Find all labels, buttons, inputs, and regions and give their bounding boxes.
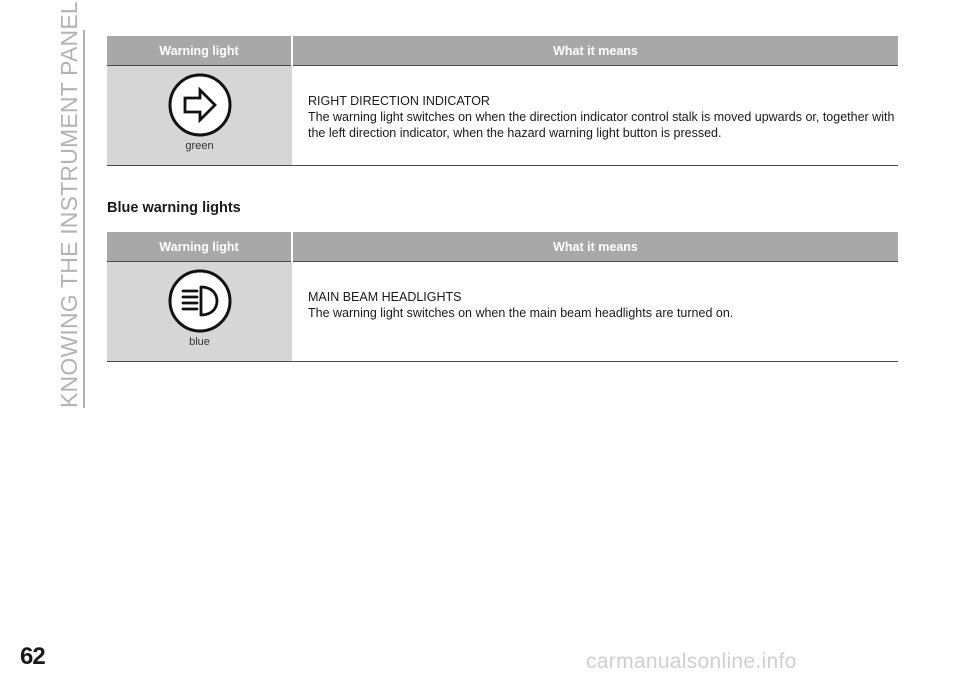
column-header-what-it-means: What it means xyxy=(292,232,898,262)
warning-light-table-blue xyxy=(107,232,898,362)
page-number: 62 xyxy=(20,643,45,670)
main-beam-headlight-icon xyxy=(168,269,232,333)
table-row xyxy=(107,66,898,166)
right-arrow-icon xyxy=(168,73,232,137)
light-color-label: green xyxy=(185,140,214,152)
warning-light-cell xyxy=(107,66,292,166)
side-divider xyxy=(83,30,85,408)
warning-title: MAIN BEAM HEADLIGHTS xyxy=(308,290,462,304)
watermark-text: carmanualsonline.info xyxy=(586,650,797,673)
column-header-what-it-means: What it means xyxy=(292,36,898,66)
column-header-warning-light: Warning light xyxy=(107,232,292,262)
meaning-cell xyxy=(292,262,898,362)
side-section-title: KNOWING THE INSTRUMENT PANEL xyxy=(56,1,82,408)
light-color-label: blue xyxy=(189,336,210,348)
meaning-cell xyxy=(292,66,898,166)
warning-light-table-green xyxy=(107,36,898,166)
column-header-warning-light: Warning light xyxy=(107,36,292,66)
table-header-row xyxy=(107,232,898,262)
warning-description: The warning light switches on when the main beam headlights are turned on. xyxy=(308,306,734,320)
section-title-blue-warning-lights: Blue warning lights xyxy=(107,200,241,216)
warning-description: The warning light switches on when the direction indicator control stalk is moved upwards or, together with the left direction indicator, when the hazard warning light button is pressed. xyxy=(308,110,895,140)
table-header-row xyxy=(107,36,898,66)
warning-light-cell xyxy=(107,262,292,362)
warning-title: RIGHT DIRECTION INDICATOR xyxy=(308,94,490,108)
table-row xyxy=(107,262,898,362)
